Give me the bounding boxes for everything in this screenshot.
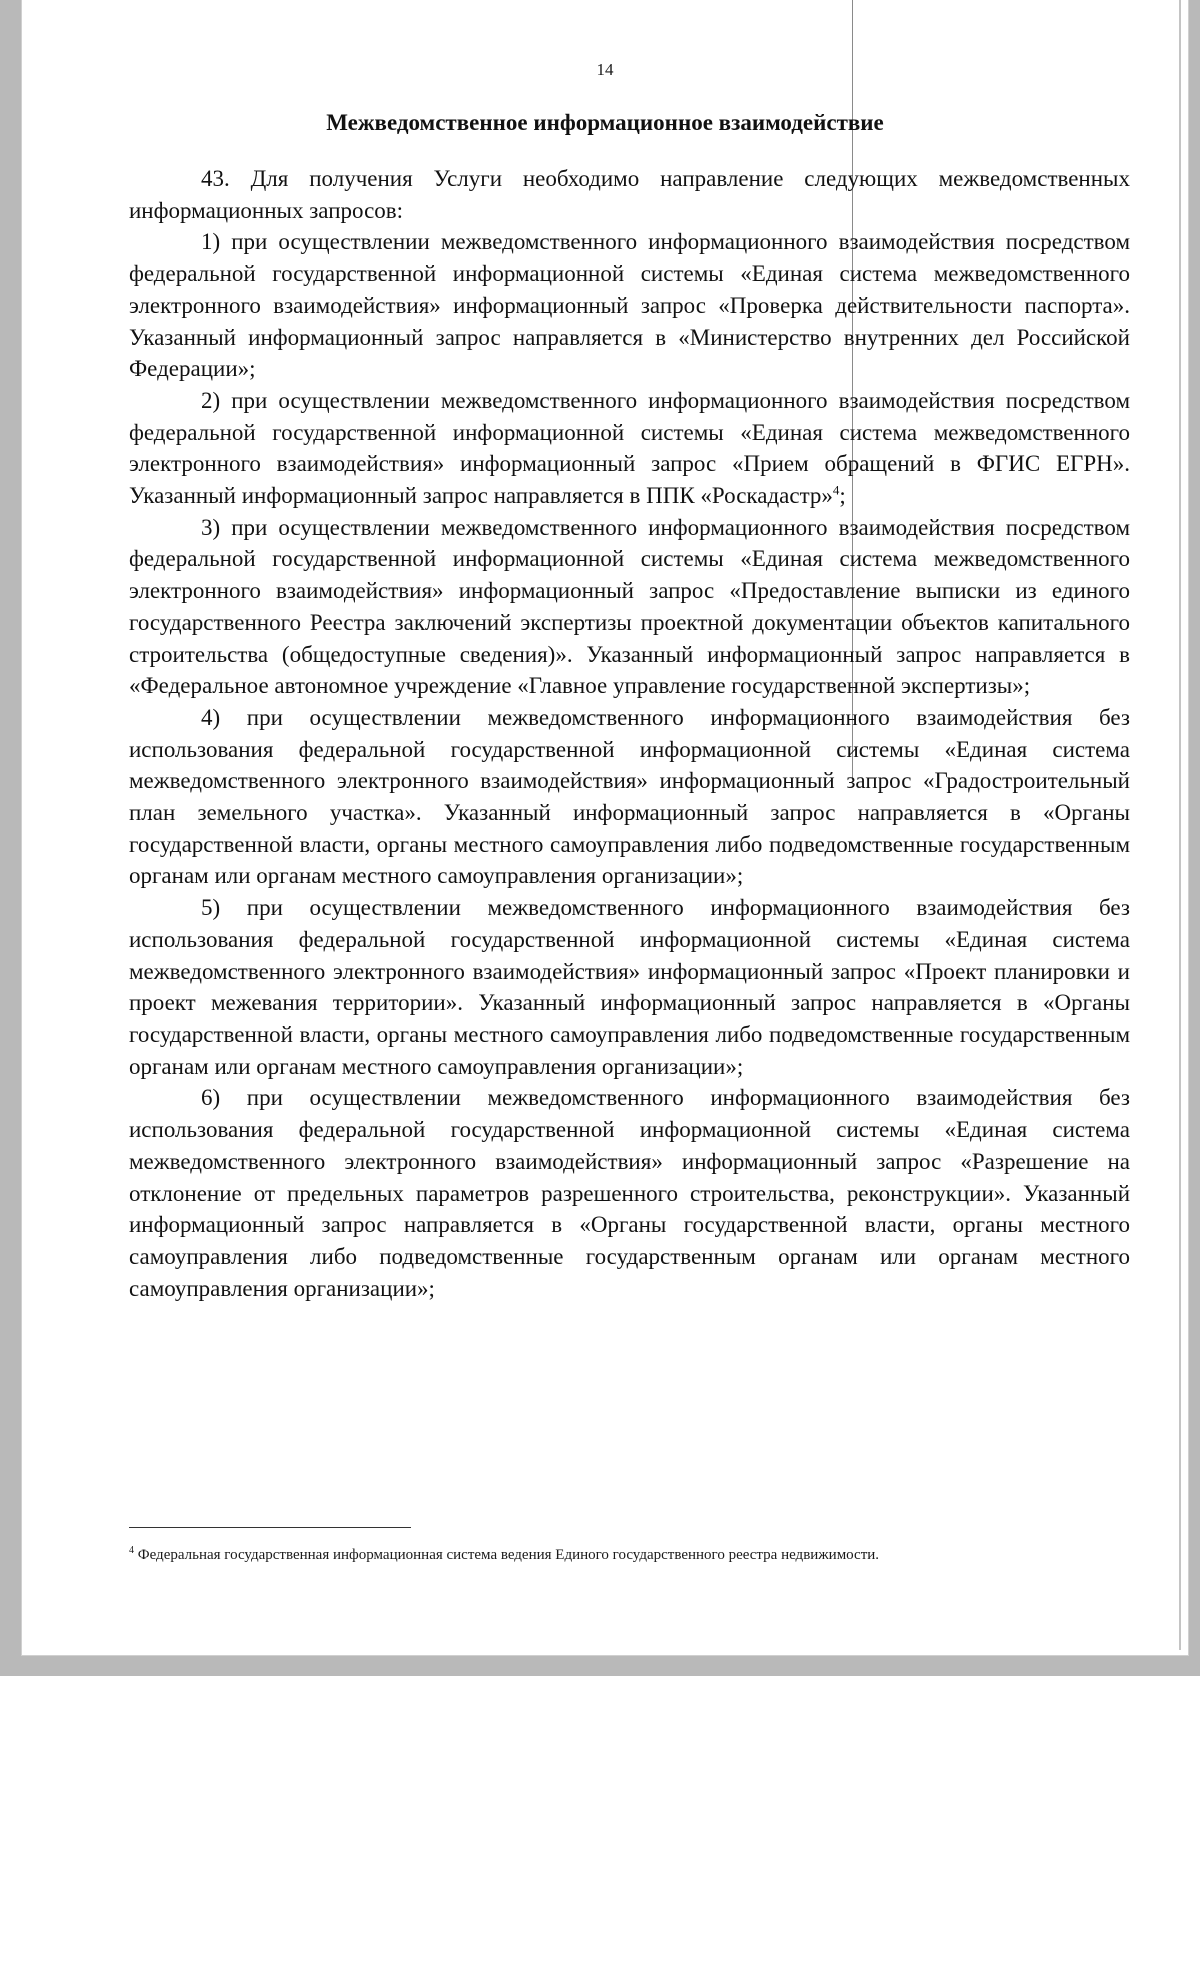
- list-item-5: 5) при осуществлении межведомственного информационного взаимодействия без использования федеральной государственной информационной системы «Единая система межведомственного электронного взаимодействия» информационный запрос «Проект планировки и проект межевания территории». Указанный информационный запрос направляется в «Органы государственной власти, органы местного самоуправления либо подведомственные государственным органам или органам местного самоуправления организации»;: [129, 895, 1130, 1079]
- scan-right-edge-line: [1179, 0, 1181, 1650]
- list-item-1: 1) при осуществлении межведомственного информационного взаимодействия посредством федеральной государственной информационной системы «Единая система межведомственного электронного взаимодействия» информационный запрос «Проверка действительности паспорта». Указанный информационный запрос направляется в «Министерство внутренних дел Российской Федерации»;: [129, 229, 1130, 382]
- document-page: [22, 0, 1188, 1655]
- list-item-6: 6) при осуществлении межведомственного информационного взаимодействия без использования федеральной государственной информационной системы «Единая система межведомственного электронного взаимодействия» информационный запрос «Разрешение на отклонение от предельных параметров разрешенного строительства, реконструкции». Указанный информационный запрос направляется в «Органы государственной власти, органы местного самоуправления либо подведомственные государственным органам или органам местного самоуправления организации»;: [129, 1085, 1130, 1301]
- section-title: Межведомственное информационное взаимодействие: [326, 110, 884, 135]
- page-number: 14: [596, 60, 614, 79]
- footnote-reference: 4: [832, 482, 840, 498]
- paragraph-intro: 43. Для получения Услуги необходимо направление следующих межведомственных информационных запросов:: [129, 166, 1130, 223]
- document-body: [129, 163, 1130, 1304]
- list-item-2-end: ;: [839, 483, 846, 509]
- footnote-text: Федеральная государственная информационная система ведения Единого государственного реестра недвижимости.: [134, 1547, 880, 1563]
- footnote: [129, 1545, 1139, 1564]
- list-item-3: 3) при осуществлении межведомственного информационного взаимодействия посредством федеральной государственной информационной системы «Единая система межведомственного электронного взаимодействия» информационный запрос «Предоставление выписки из единого государственного Реестра заключений экспертизы проектной документации объектов капитального строительства (общедоступные сведения)». Указанный информационный запрос направляется в «Федеральное автономное учреждение «Главное управление государственной экспертизы»;: [129, 514, 1130, 699]
- footnote-divider: [129, 1527, 411, 1528]
- list-item-2-text: 2) при осуществлении межведомственного информационного взаимодействия посредством федеральной государственной информационной системы «Единая система межведомственного электронного взаимодействия» информационный запрос «Прием обращений в ФГИС ЕГРН». Указанный информационный запрос направляется в ППК «Роскадастр»: [129, 387, 1130, 509]
- list-item-2: [129, 385, 1130, 512]
- list-item-4: 4) при осуществлении межведомственного информационного взаимодействия без использования федеральной государственной информационной системы «Единая система межведомственного электронного взаимодействия» информационный запрос «Градостроительный план земельного участка». Указанный информационный запрос направляется в «Органы государственной власти, органы местного самоуправления либо подведомственные государственным органам или органам местного самоуправления организации»;: [129, 704, 1130, 889]
- footnote-marker: 4: [129, 1545, 134, 1556]
